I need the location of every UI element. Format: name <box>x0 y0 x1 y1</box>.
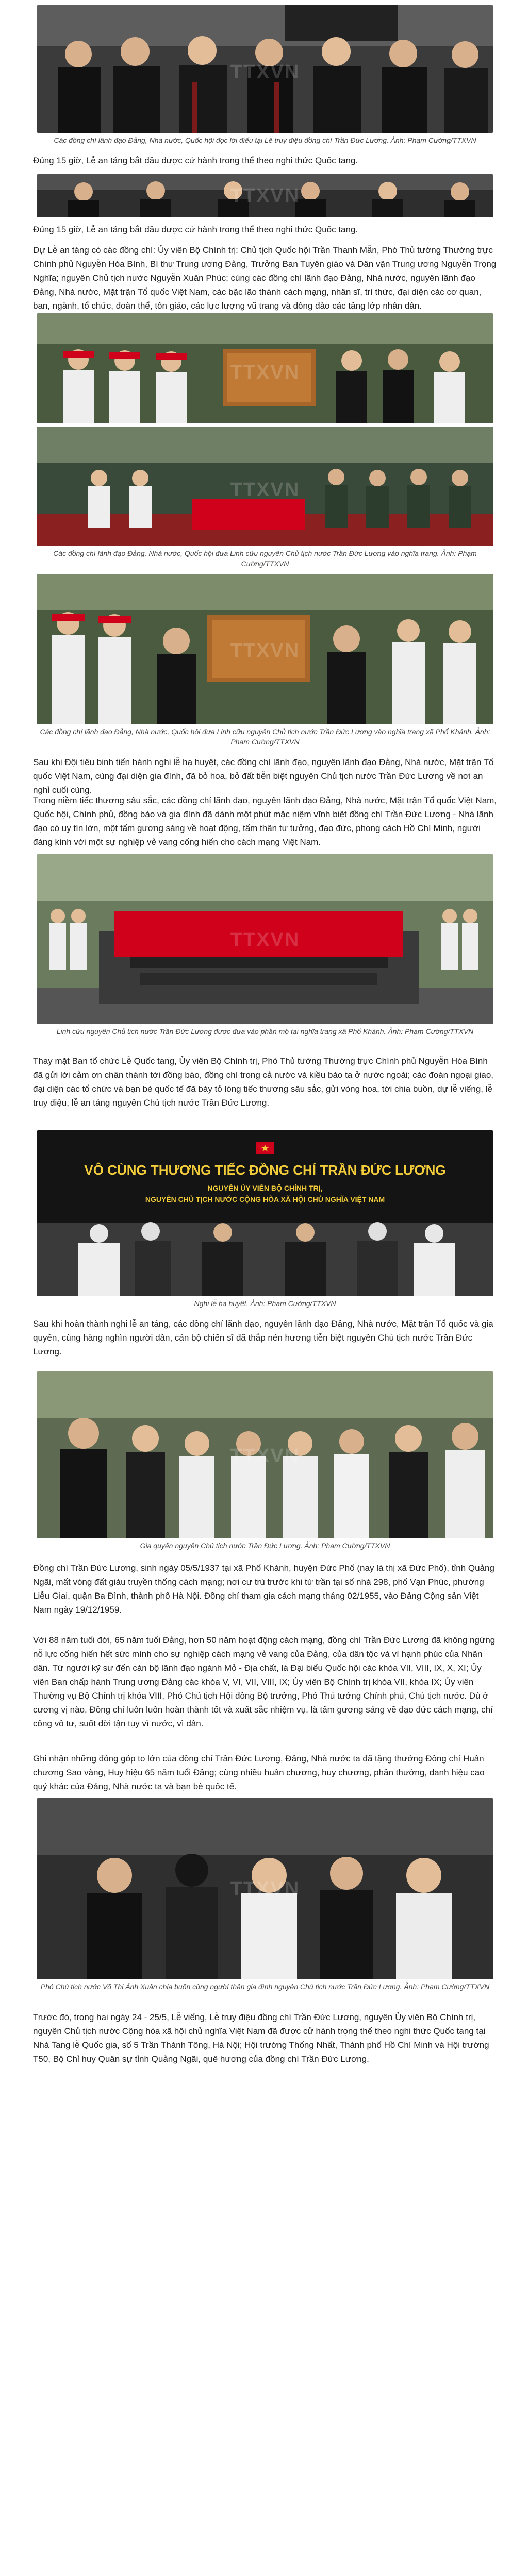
photo-caption: Các đồng chí lãnh đạo Đảng, Nhà nước, Quốc hội đọc lời điếu tại Lễ truy điệu đồng chí Trần Đức Lương. Ảnh: Phạm Cường/TTXVN <box>54 136 476 144</box>
article-photo-3 <box>37 313 493 423</box>
banner-subtitle: NGUYÊN ỦY VIÊN BỘ CHÍNH TRỊ, <box>207 1184 323 1192</box>
article-paragraph: Dự Lễ an táng có các đồng chí: Ủy viên Bộ Chính trị: Chủ tịch Quốc hội Trần Thanh Mẫn, Phó Thủ tướng Thường trực Chính phủ Nguyễn Hòa Bình, Bí thư Trung ương Đảng, Trưởng Ban Tuyên giáo và Dân vận Trung ương Nguyễn Trọng Nghĩa; nguyên Chủ tịch nước Nguyễn Xuân Phúc; cùng các đồng chí lãnh đạo Đảng, Nhà nước, nguyên lãnh đạo Đảng, Nhà nước, Mặt trận Tổ quốc Việt Nam, các bậc lão thành cách mạng, nhân sĩ, trí thức, đại diện các cơ quan, ban, ngành, tổ chức, đoàn thể, tôn giáo, các lực lượng vũ trang và đông đảo các tầng lớp nhân dân. <box>33 245 497 311</box>
photo-caption: Các đồng chí lãnh đạo Đảng, Nhà nước, Quốc hội đưa Linh cữu nguyên Chủ tịch nước Trần Đức Lương vào nghĩa trang. Ảnh: Phạm Cường/TTXVN <box>53 549 477 568</box>
article-photo-7 <box>37 1130 493 1296</box>
article-paragraph: Trước đó, trong hai ngày 24 - 25/5, Lễ viếng, Lễ truy điệu đồng chí Trần Đức Lương, nguyên Ủy viên Bộ Chính trị, nguyên Chủ tịch nước Cộng hòa xã hội chủ nghĩa Việt Nam đã được cử hành trọng thể theo nghi thức Quốc tang tại Nhà Tang lễ Quốc gia, số 5 Trần Thánh Tông, Hà Nội; Hội trường Thống Nhất, Thành phố Hồ Chí Minh và Hội trường T50, Bộ Chỉ huy Quân sự tỉnh Quảng Ngãi, quê hương của đồng chí Trần Đức Lương. <box>33 2012 489 2064</box>
article-photo-4 <box>37 427 493 546</box>
watermark: TTXVN <box>230 1877 300 1900</box>
article-photo-8 <box>37 1371 493 1538</box>
watermark: TTXVN <box>230 61 300 83</box>
article-paragraph: Sau khi Đội tiêu binh tiến hành nghi lễ hạ huyệt, các đồng chí lãnh đạo, nguyên lãnh đạo Đảng, Nhà nước, Mặt trận Tổ quốc Việt Nam, cùng đại diện gia đình, đã bỏ hoa, bỏ đất tiễn biệt nguyên Chủ tịch nước Trần Đức Lương về nơi an nghỉ cuối cùng. <box>33 757 494 795</box>
article-photo-9 <box>37 1798 493 1979</box>
article-paragraph: Với 88 năm tuổi đời, 65 năm tuổi Đảng, hơn 50 năm hoạt động cách mạng, đồng chí Trần Đức Lương đã không ngừng nỗ lực cống hiến hết sức mình cho sự nghiệp cách mạng vẻ vang của Đảng, của dân tộc và vì hạnh phúc của Nhân dân. Từ người kỹ sư đến cán bộ lãnh đạo ngành Mỏ - Địa chất, là Đại biểu Quốc hội các khóa VII, VIII, IX, X, XI; Ủy viên Ban chấp hành Trung ương Đảng các khóa V, VI, VII, VIII, IX; Ủy viên Bộ Chính trị khóa VII, khóa IX; Ủy viên Thường vụ Bộ Chính trị khóa VIII, Phó Chủ tịch Hội đồng Bộ trưởng, Phó Thủ tướng Chính phủ, Chủ tịch nước. Dù ở cương vị nào, Đồng chí luôn luôn hoàn thành tốt và xuất sắc nhiệm vụ, là tấm gương sáng về đạo đức cách mạng, chí công vô tư, suốt đời tận tụy vì nước, vì dân. <box>33 1635 496 1728</box>
photo-caption: Phó Chủ tịch nước Võ Thị Ánh Xuân chia buồn cùng người thân gia đình nguyên Chủ tịch nước Trần Đức Lương. Ảnh: Phạm Cường/TTXVN <box>40 1982 490 1991</box>
watermark: TTXVN <box>230 640 300 662</box>
article-paragraph: Ghi nhận những đóng góp to lớn của đồng chí Trần Đức Lương, Đảng, Nhà nước ta đã tặng thưởng Đồng chí Huân chương Sao vàng, Huy hiệu 65 năm tuổi Đảng; cùng nhiều huân chương, huy chương, phần thưởng, danh hiệu cao quý khác của Đảng, Nhà nước ta và bạn bè quốc tế. <box>33 1754 485 1791</box>
article-photo-1 <box>37 5 493 133</box>
banner-subtitle: NGUYÊN CHỦ TỊCH NƯỚC CỘNG HÒA XÃ HỘI CHỦ NGHĨA VIỆT NAM <box>145 1195 385 1204</box>
article-paragraph: Sau khi hoàn thành nghi lễ an táng, các đồng chí lãnh đạo, nguyên lãnh đạo Đảng, Nhà nước, Mặt trận Tổ quốc và gia quyến, cùng hàng nghìn người dân, cán bộ chiến sĩ đã thắp nén hương tiễn biệt nguyên Chủ tịch nước Trần Đức Lương. <box>33 1319 493 1357</box>
watermark: TTXVN <box>230 185 300 207</box>
article-paragraph: Đồng chí Trần Đức Lương, sinh ngày 05/5/1937 tại xã Phổ Khánh, huyện Đức Phổ (nay là thị xã Đức Phổ), tỉnh Quảng Ngãi, mất vòng đất giàu truyền thống cách mạng; nơi cư trú trước khi từ trần tại số nhà 298, phố Vạn Phúc, phường Liễu Giai, quận Ba Đình, thành phố Hà Nội. Đồng chí tham gia cách mạng tháng 02/1955, vào Đảng Cộng sản Việt Nam ngày 19/12/1959. <box>33 1563 494 1615</box>
watermark: TTXVN <box>230 362 300 384</box>
article-photo-2 <box>37 174 493 217</box>
watermark: TTXVN <box>230 929 300 951</box>
banner-title: VÔ CÙNG THƯƠNG TIẾC ĐỒNG CHÍ TRẦN ĐỨC LƯƠNG <box>84 1162 446 1178</box>
article-photo-6 <box>37 854 493 1024</box>
watermark: TTXVN <box>230 479 300 501</box>
photo-caption: Linh cữu nguyên Chủ tịch nước Trần Đức Lương được đưa vào phần mộ tại nghĩa trang xã Phổ Khánh. Ảnh: Phạm Cường/TTXVN <box>56 1027 474 1036</box>
article-paragraph: Đúng 15 giờ, Lễ an táng bắt đầu được cử hành trong thể theo nghi thức Quốc tang. <box>33 225 358 234</box>
watermark: TTXVN <box>230 1445 300 1467</box>
article-photo-5 <box>37 574 493 724</box>
photo-caption: Nghi lễ hạ huyệt. Ảnh: Phạm Cường/TTXVN <box>194 1299 336 1308</box>
photo-caption: Gia quyến nguyên Chủ tịch nước Trần Đức Lương. Ảnh: Phạm Cường/TTXVN <box>140 1541 390 1550</box>
article-paragraph: Trong niềm tiếc thương sâu sắc, các đồng chí lãnh đạo, nguyên lãnh đạo Đảng, Nhà nước, Mặt trận Tổ quốc Việt Nam, Quốc hội, Chính phủ, đồng bào và gia đình đã dành một phút mặc niệm vĩnh biệt đồng chí Trần Đức Lương - Nhà lãnh đạo có uy tín lớn, một tấm gương sáng về hoạt động, tấm thân tư tưởng, đạo đức, phong cách Hồ Chí Minh, người đáng kính với một sự nghiệp vẻ vang cống hiến cho cách mạng Việt Nam. <box>33 795 497 847</box>
photo-caption: Các đồng chí lãnh đạo Đảng, Nhà nước, Quốc hội đưa Linh cữu nguyên Chủ tịch nước Trần Đức Lương vào nghĩa trang xã Phổ Khánh. Ảnh: Phạm Cường/TTXVN <box>40 727 490 746</box>
article-paragraph: Thay mặt Ban tổ chức Lễ Quốc tang, Ủy viên Bộ Chính trị, Phó Thủ tướng Thường trực Chính phủ Nguyễn Hòa Bình đã gửi lời cảm ơn chân thành tới đồng bào, đồng chí trong cả nước và kiều bào ta ở nước ngoài; các đoàn ngoại giao, đại diện các tổ chức và bạn bè quốc tế đã bày tỏ lòng tiếc thương sâu sắc, gửi vòng hoa, tới chia buồn, dự lễ viếng, lễ truy điệu, lễ an táng nguyên Chủ tịch nước Trần Đức Lương. <box>33 1056 494 1108</box>
article-paragraph: Đúng 15 giờ, Lễ an táng bắt đầu được cử hành trong thể theo nghi thức Quốc tang. <box>33 156 358 165</box>
